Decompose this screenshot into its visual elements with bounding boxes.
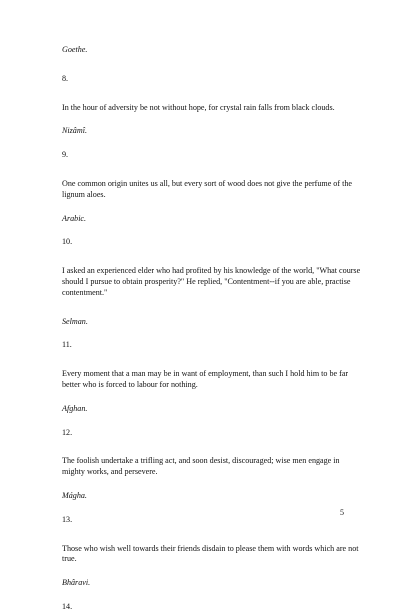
attribution-10: Selman. [62, 316, 88, 326]
attribution-9: Arabic. [62, 213, 87, 223]
page-body [62, 45, 362, 613]
attribution-11: Afghan. [62, 403, 88, 413]
quote-12: The foolish undertake a trifling act, and soon desist, discouraged; wise men engage in mighty works, and persevere. [62, 456, 340, 477]
quote-9: One common origin unites us all, but every sort of wood does not give the perfume of the lignum aloes. [62, 178, 352, 199]
entry-number-12: 12. [62, 427, 73, 437]
quote-13: Those who wish well towards their friends disdain to please them with words which are not true. [62, 543, 359, 564]
page-number: 5 [340, 508, 344, 517]
attribution-goethe: Goethe. [62, 45, 88, 54]
entry-number-11: 11. [62, 340, 72, 350]
entry-number-14: 14. [62, 601, 73, 611]
entry-number-9: 9. [62, 150, 69, 160]
attribution-8: Nizâmî. [62, 126, 87, 136]
attribution-12: Mágha. [62, 490, 87, 500]
quote-11: Every moment that a man may be in want of employment, than such I hold him to be far better who is forced to labour for nothing. [62, 369, 349, 389]
entry-number-13: 13. [62, 514, 73, 524]
quote-10: I asked an experienced elder who had profited by his knowledge of the world, "What course should I pursue to obtain prosperity?" He replied, "Contentment--if you are able, practise contentment." [62, 266, 361, 297]
quote-8: In the hour of adversity be not without hope, for crystal rain falls from black clouds. [62, 102, 335, 112]
entry-number-10: 10. [62, 237, 73, 247]
entry-number-8: 8. [62, 73, 69, 83]
attribution-13: Bhâravi. [62, 578, 91, 588]
